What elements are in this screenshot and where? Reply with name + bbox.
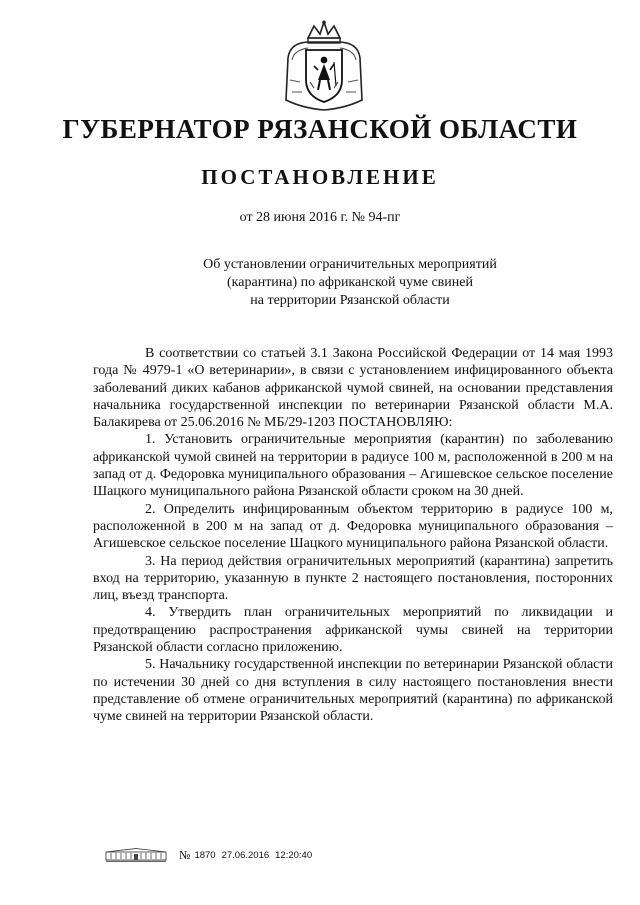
preamble-paragraph: В соответствии со статьей 3.1 Закона Российской Федерации от 14 мая 1993 года № 4979-1 «О ветеринарии», в связи с установлением инфицированного объекта заболеваний диких кабанов африканской чумой свиней, на основании представления начальника государственной инспекции по ветеринарии Рязанской области М.А. Балакирева от 25.06.2016 № МБ/29-1203 ПОСТАНОВЛЯЮ: [93,346,613,431]
subject-line: на территории Рязанской области [250,293,450,308]
document-body [93,345,613,726]
authority-title: ГУБЕРНАТОР РЯЗАНСКОЙ ОБЛАСТИ [62,114,578,144]
clause-paragraph: 5. Начальнику государственной инспекции по ветеринарии Рязанской области по истечении 30 дней со дня вступления в силу настоящего постановления внести представление об отмене ограничительных мероприятий (карантина) по африканской чуме свиней на территории Рязанской области. [93,657,613,725]
clause-paragraph: 4. Утвердить план ограничительных мероприятий по ликвидации и предотвращению распространения африканской чумы свиней на территории Рязанской области согласно приложению. [93,605,613,656]
registration-mark: № [179,847,191,862]
clause-paragraph: 1. Установить ограничительные мероприятия (карантин) по заболеванию африканской чумой свиней на территории в радиусе 100 м, расположенной в 200 м на запад от д. Федоровка муниципального образования – Агишевское сельское поселение Шацкого муниципального района Рязанской области сроком на 30 дней. [93,432,613,500]
registration-footer [105,846,318,864]
clause-paragraph: 3. На период действия ограничительных мероприятий (карантина) запретить вход на территорию, указанную в пункте 2 настоящего постановления, посторонних лиц, въезд транспорта. [93,553,613,604]
clause-paragraph: 2. Определить инфицированным объектом территорию в радиусе 100 м, расположенной в 200 м на запад от д. Федоровка муниципального образования – Агишевское сельское поселение Шацкого муниципального района Рязанской области. [93,501,613,552]
ryazan-coat-of-arms-icon [280,20,368,112]
subject-line: Об установлении ограничительных мероприятий [203,257,497,272]
registration-date: 27.06.2016 [221,849,270,861]
document-subject [150,256,550,310]
subject-line: (карантина) по африканской чуме свиней [227,275,473,290]
registration-number: 1870 [194,849,216,861]
registration-time: 12:20:40 [275,849,313,861]
registry-building-logo-icon [105,848,167,862]
document-type: ПОСТАНОВЛЕНИЕ [201,165,439,189]
document-date-number: от 28 июня 2016 г. № 94-пг [239,210,401,225]
